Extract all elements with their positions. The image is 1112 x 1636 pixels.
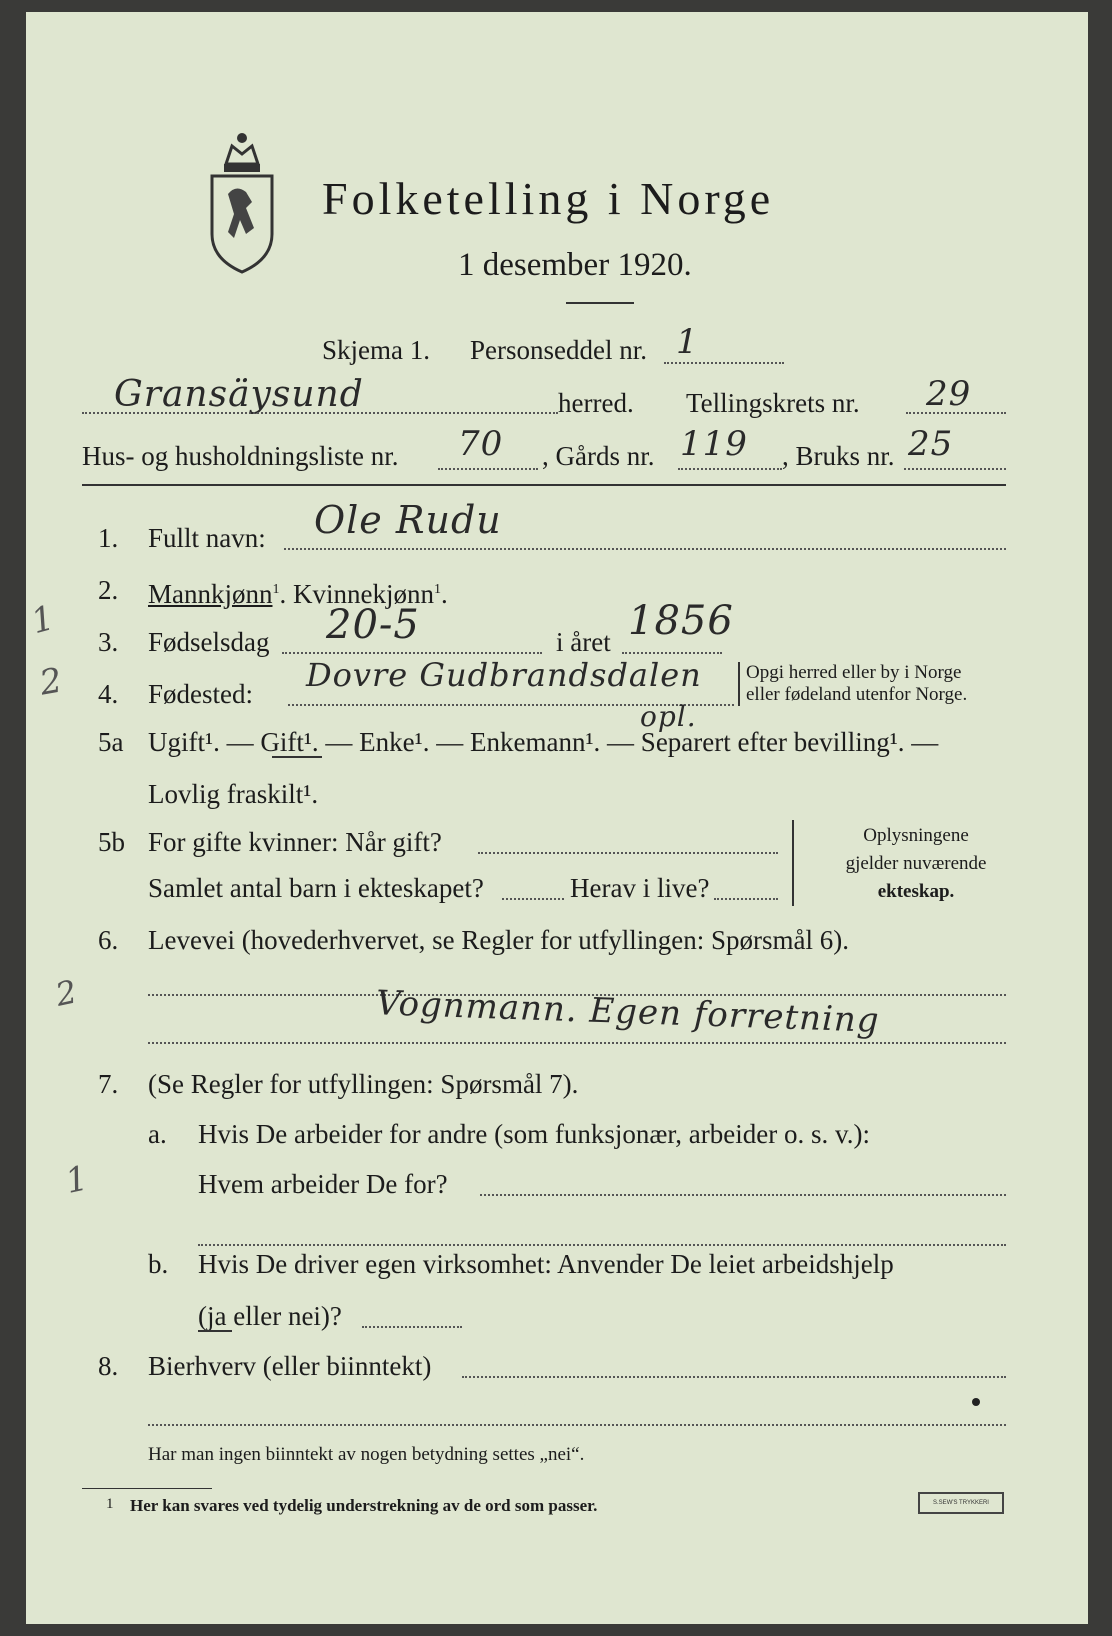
margin-mark-3: 2	[52, 972, 82, 1014]
employer-label: Hvem arbeider De for?	[198, 1169, 448, 1199]
gards-value[interactable]: 119	[680, 424, 748, 464]
children-alive-label: Herav i live?	[570, 873, 710, 903]
bruks-label: , Bruks nr.	[782, 441, 895, 471]
side-income-field[interactable]	[462, 1376, 1006, 1378]
q7a-text: Hvis De arbeider for andre (som funksjonær, arbeider o. s. v.):	[198, 1119, 870, 1149]
margin-mark-4: 1	[62, 1158, 93, 1202]
margin-mark-2: 2	[36, 660, 66, 704]
q6-number: 6.	[98, 925, 119, 955]
q5a-number: 5a	[98, 727, 124, 757]
marital-status-options[interactable]: Ugift¹. — Gift¹. — Enke¹. — Enkemann¹. — Separert efter bevilling¹. —	[148, 727, 939, 757]
herred-value[interactable]: Gransäysund	[114, 374, 364, 415]
q7b-text: Hvis De driver egen virksomhet: Anvender De leiet arbeidshjelp	[198, 1249, 894, 1279]
footnote-text: Her kan svares ved tydelig understrekning av de ord som passer.	[130, 1496, 598, 1515]
norway-coat-of-arms-icon	[206, 124, 278, 274]
sex-options: Mannkjønn$^1$. Kvinnekjønn$^1$.	[148, 579, 448, 609]
bruks-value[interactable]: 25	[908, 424, 954, 464]
gift-underline	[272, 756, 322, 758]
birthplace-value[interactable]: Dovre Gudbrandsdalen	[306, 656, 702, 694]
no-income-note: Har man ingen biinntekt av nogen betydning settes „nei“.	[148, 1444, 585, 1465]
hired-help-options[interactable]: (ja eller nei)?	[198, 1301, 342, 1331]
q1-label: Fullt navn:	[148, 523, 266, 553]
footnote-rule	[82, 1488, 212, 1489]
year-label: i året	[556, 627, 611, 657]
personseddel-number[interactable]: 1	[676, 322, 699, 362]
ink-dot	[972, 1398, 980, 1406]
census-date: 1 desember 1920.	[458, 247, 692, 283]
herred-label: herred.	[558, 388, 634, 418]
tellingskrets-value[interactable]: 29	[926, 374, 972, 414]
margin-mark-1: 1	[27, 597, 60, 643]
q5b-number: 5b	[98, 827, 125, 857]
full-name-value[interactable]: Ole Rudu	[314, 498, 502, 542]
gards-label: , Gårds nr.	[542, 441, 655, 471]
children-total-label: Samlet antal barn i ekteskapet?	[148, 873, 484, 903]
birthdate-value[interactable]: 20-5	[326, 602, 420, 648]
q8-number: 8.	[98, 1351, 119, 1381]
form-title: Folketelling i Norge	[322, 173, 775, 224]
female-option[interactable]: Kvinnekjønn	[293, 579, 434, 609]
q8-label: Bierhverv (eller biinntekt)	[148, 1351, 432, 1381]
brace	[792, 820, 798, 906]
q7-number: 7.	[98, 1069, 119, 1099]
marital-status-options-2[interactable]: Lovlig fraskilt¹.	[148, 779, 319, 809]
occupation-value[interactable]: Vognmann. Egen forretning	[375, 983, 881, 1041]
hus-label: Hus- og husholdningsliste nr.	[82, 441, 399, 471]
q6-label: Levevei (hovederhvervet, se Regler for utfyllingen: Spørsmål 6).	[148, 925, 850, 955]
header-separator	[82, 484, 1006, 486]
employer-field[interactable]	[480, 1194, 1006, 1196]
census-form-page	[26, 12, 1088, 1624]
marriage-note: Oplysningene gjelder nuværende ekteskap.	[845, 825, 987, 902]
married-when-label: For gifte kvinner: Når gift?	[148, 827, 442, 857]
q1-number: 1.	[98, 523, 119, 553]
q2-number: 2.	[98, 575, 119, 605]
q7b-letter: b.	[148, 1249, 169, 1279]
birth-year-value[interactable]: 1856	[628, 598, 734, 644]
birthplace-value-2: opl.	[640, 700, 697, 733]
q7-label: (Se Regler for utfyllingen: Spørsmål 7).	[148, 1069, 579, 1099]
tellingskrets-label: Tellingskrets nr.	[686, 388, 860, 418]
title-divider	[566, 302, 634, 304]
q3-number: 3.	[98, 627, 119, 657]
q3-label: Fødselsdag	[148, 627, 270, 657]
male-option[interactable]: Mannkjønn	[148, 579, 273, 609]
ja-underline	[198, 1330, 232, 1332]
hus-value[interactable]: 70	[458, 424, 504, 464]
personseddel-label: Personseddel nr.	[470, 335, 647, 365]
skjema-label: Skjema 1.	[322, 335, 430, 365]
footnote-mark: 1	[106, 1496, 114, 1512]
birthplace-note: Opgi herred eller by i Norge eller fødeland utenfor Norge.	[738, 662, 967, 706]
q4-label: Fødested:	[148, 679, 253, 709]
q7a-letter: a.	[148, 1119, 167, 1149]
q4-number: 4.	[98, 679, 119, 709]
printer-stamp: S.SEW'S TRYKKERI	[918, 1492, 1004, 1514]
